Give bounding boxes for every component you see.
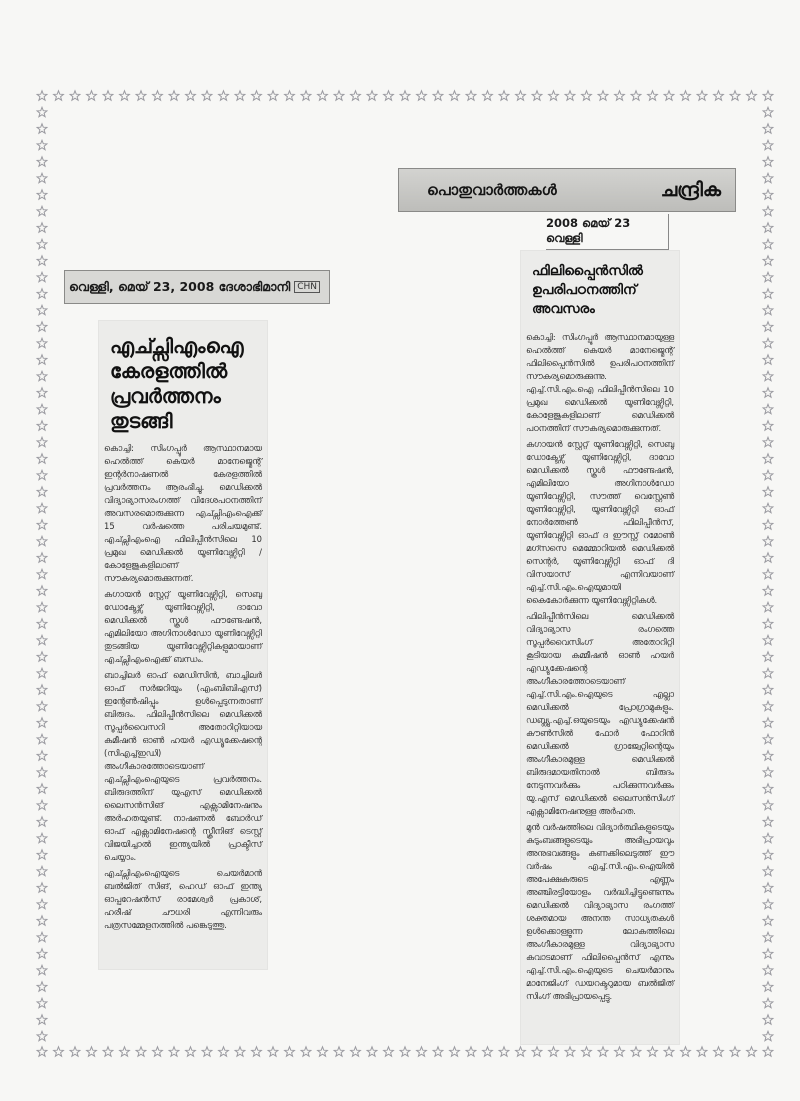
border-star-icon [318,91,328,100]
border-star-icon [763,949,773,958]
border-star-icon [763,833,773,842]
border-star-icon [417,91,427,100]
border-star-icon [763,223,773,232]
border-star-icon [549,1047,559,1056]
border-star-icon [697,1047,707,1056]
border-star-icon [384,1047,394,1056]
border-star-icon [499,1047,509,1056]
border-star-icon [714,91,724,100]
border-star-icon [532,91,542,100]
border-star-icon [763,883,773,892]
border-star-icon [37,388,47,397]
border-star-icon [252,1047,262,1056]
border-star-icon [466,91,476,100]
border-star-icon [136,1047,146,1056]
border-star-icon [763,982,773,991]
border-star-icon [598,91,608,100]
right-paragraph: കൊച്ചി: സിംഗപ്പൂർ ആസ്ഥാനമായുള്ള ഹെൽത്ത് കെയർ മാനേജ്മെന്റ് ഫിലിപ്പൈൻസിൽ ഉപരിപഠനത്തിന് സൗകര്യമൊരുക്കുന്നു. എച്ച്.സി.എം.ഐ ഫിലിപ്പീൻസിലെ 10 പ്രമുഖ മെഡിക്കൽ യൂണിവേഴ്സിറ്റി, കോളേജുകളിലാണ് മെഡിക്കൽ പഠനത്തിന് സൗകര്യമൊരുക്കുന്നത്. [526,332,674,433]
border-star-icon [37,916,47,925]
border-star-icon [763,140,773,149]
border-star-icon [37,883,47,892]
border-star-icon [631,1047,641,1056]
border-star-icon [37,437,47,446]
border-star-icon [37,767,47,776]
right-clipping [520,250,680,1045]
border-star-icon [37,190,47,199]
border-star-icon [37,850,47,859]
right-section-banner [398,168,736,212]
border-star-icon [169,91,179,100]
border-star-icon [763,652,773,661]
border-star-icon [532,1047,542,1056]
border-star-icon [763,520,773,529]
border-star-icon [37,256,47,265]
border-star-icon [483,91,493,100]
left-masthead: വെള്ളി, മെയ് 23, 2008 ദേശാഭിമാനി [69,279,291,294]
border-star-icon [648,91,658,100]
border-star-icon [763,1031,773,1040]
border-star-icon [54,91,64,100]
right-paragraph: ഫിലിപ്പീൻസിലെ മെഡിക്കൽ വിദ്യാഭ്യാസ രംഗത്തെ സൂപ്പർവൈസിംഗ് അതോറിറ്റി കൂടിയായ കമ്മീഷൻ ഓൺ ഹയർ എഡ്യുക്കേഷന്റെ അംഗീകാരത്തോടെയാണ് എച്ച്.സി.എം.ഐയുടെ എല്ലാ മെഡിക്കൽ പ്രോഗ്രാമുകളും. ഡബ്ല്യു.എച്ച്.ഒയുടെയും എഡ്യുക്കേഷൻ കൗൺസിൽ ഫോർ ഫോറിൻ മെഡിക്കൽ ഗ്രാജ്വേറ്റിന്റെയും അംഗീകാരമുള്ള മെഡിക്കൽ ബിരുദമായതിനാൽ ബിരുദം നേടുന്നവർക്കും പഠിക്കുന്നവർക്കും യു.എസ് മെഡിക്കൽ ലൈസൻസിംഗ് എക്സാമിനേഷനുള്ള അർഹത. [526,611,674,816]
border-star-icon [37,107,47,116]
left-paragraph: എച്ച്സിഎംഐയുടെ ചെയർമാൻ ബൽജിത് സിങ്, ഹെഡ് ഓഫ് ഇന്ത്യ ഓപ്പറേഷൻസ് രാമേശ്വർ പ്രകാശ്, ഹരീഷ് ചൗധരി എന്നിവരും പത്രസമ്മേളനത്തിൽ പങ്കെടുത്തു. [104,868,262,930]
border-star-icon [37,553,47,562]
border-star-icon [37,239,47,248]
border-star-icon [37,91,47,100]
border-star-icon [747,1047,757,1056]
border-star-icon [763,619,773,628]
border-star-icon [763,470,773,479]
border-star-icon [763,256,773,265]
border-star-icon [235,91,245,100]
right-date: 2008 മെയ് 23 വെള്ളി [546,214,669,250]
border-star-icon [499,91,509,100]
border-star-icon [516,1047,526,1056]
border-star-icon [37,668,47,677]
border-star-icon [37,140,47,149]
border-star-icon [235,1047,245,1056]
border-star-icon [37,404,47,413]
section-title: പൊതുവാർത്തകൾ [427,181,557,199]
border-star-icon [664,91,674,100]
border-star-icon [37,503,47,512]
border-star-icon [37,866,47,875]
border-star-icon [37,305,47,314]
border-star-icon [37,800,47,809]
border-star-icon [763,817,773,826]
border-star-icon [763,685,773,694]
border-star-icon [466,1047,476,1056]
border-star-icon [202,91,212,100]
border-star-icon [351,91,361,100]
border-star-icon [763,421,773,430]
border-star-icon [400,1047,410,1056]
border-star-icon [37,734,47,743]
border-star-icon [37,569,47,578]
border-star-icon [70,1047,80,1056]
border-star-icon [37,1047,47,1056]
border-star-icon [763,239,773,248]
border-star-icon [37,1031,47,1040]
border-star-icon [763,932,773,941]
border-star-icon [763,701,773,710]
border-star-icon [730,1047,740,1056]
border-star-icon [763,602,773,611]
border-star-icon [37,520,47,529]
border-star-icon [763,206,773,215]
border-star-icon [103,91,113,100]
border-star-icon [763,355,773,364]
border-star-icon [763,272,773,281]
border-star-icon [37,206,47,215]
border-star-icon [37,173,47,182]
border-star-icon [37,949,47,958]
left-clipping [98,320,268,970]
border-star-icon [351,1047,361,1056]
border-star-icon [763,157,773,166]
border-star-icon [367,91,377,100]
border-star-icon [664,1047,674,1056]
border-star-icon [153,91,163,100]
right-paragraph: കഗായൻ സ്റ്റേറ്റ് യൂണിവേഴ്സിറ്റി, സെബു ഡോക്ടേഴ്സ് യൂണിവേഴ്സിറ്റി, ദാവോ മെഡിക്കൽ സ്കൂൾ ഫൗണ്ടേഷൻ, എമിലിയോ അഗിനാൾഡോ യൂണിവേഴ്സിറ്റി, സൗത്ത് വെസ്റ്റേൺ യൂണിവേഴ്സിറ്റി, യൂണിവേഴ്സിറ്റി ഓഫ് നോർത്തേൺ ഫിലിപ്പീൻസ്, യൂണിവേഴ്സിറ്റി ഓഫ് ദ ഈസ്റ്റ് റമോൺ മഗ്സസെ മെമ്മോറിയൽ മെഡിക്കൽ സെന്റർ, യൂണിവേഴ്സിറ്റി ഓഫ് ദി വിസയാസ് എന്നിവയാണ് എച്ച്.സി.എം.ഐയുമായി കൈകോർക്കുന്ന യൂണിവേഴ്സിറ്റികൾ. [526,439,674,605]
border-star-icon [186,1047,196,1056]
left-body [104,442,262,932]
left-headline: എച്ച്സിഎംഐ കേരളത്തിൽ പ്രവർത്തനം തുടങ്ങി [110,334,244,433]
border-star-icon [763,899,773,908]
border-star-icon [615,91,625,100]
border-star-icon [37,157,47,166]
border-star-icon [37,965,47,974]
border-star-icon [136,91,146,100]
left-paragraph: ബാച്ചിലർ ഓഫ് മെഡിസിൻ, ബാച്ചിലർ ഓഫ് സർജറിയും (എംബിബിഎസ്) ഇന്റേൺഷിപ്പും ഉൾപ്പെടുന്നതാണ് ബിരുദം. ഫിലിപ്പീൻസിലെ മെഡിക്കൽ സൂപ്പർവൈസറി അതോറിറ്റിയായ കമീഷൻ ഓൺ ഹയർ എഡ്യൂക്കേഷന്റെ (സിഎച്ച്ഇഡി) അംഗീകാരത്തോടെയാണ് എച്ച്സിഎംഐയുടെ പ്രവർത്തനം. ബിരുദത്തിന് യുഎസ് മെഡിക്കൽ ലൈസൻസിങ് എക്സാമിനേഷനും അർഹതയുണ്ട്. നാഷണൽ ബോർഡ് ഓഫ് എക്സാമിനേഷന്റെ സ്ക്രീനിങ് ടെസ്റ്റ് വിജയിച്ചാൽ ഇന്ത്യയിൽ പ്രാക്ടീസ് ചെയ്യാം. [104,670,262,862]
border-star-icon [648,1047,658,1056]
border-star-icon [763,124,773,133]
border-star-icon [37,602,47,611]
border-star-icon [763,503,773,512]
border-star-icon [301,91,311,100]
border-star-icon [549,91,559,100]
border-star-icon [37,635,47,644]
border-star-icon [37,223,47,232]
border-star-icon [763,91,773,100]
border-star-icon [763,289,773,298]
border-star-icon [681,1047,691,1056]
border-star-icon [37,718,47,727]
border-star-icon [763,371,773,380]
border-star-icon [301,1047,311,1056]
border-star-icon [37,536,47,545]
border-star-icon [37,586,47,595]
border-star-icon [367,1047,377,1056]
border-star-icon [763,965,773,974]
border-star-icon [285,91,295,100]
border-star-icon [202,1047,212,1056]
border-star-icon [433,1047,443,1056]
border-star-icon [763,454,773,463]
border-star-icon [87,1047,97,1056]
left-paragraph: കഗായൻ സ്റ്റേറ്റ് യൂണിവേഴ്സിറ്റി, സെബു ഡോക്ടേഴ്സ് യൂണിവേഴ്സിറ്റി, ദാവോ മെഡിക്കൽ സ്കൂൾ ഫൗണ്ടേഷൻ, എമിലിയോ അഗിനാൾഡോ യൂണിവേഴ്സിറ്റി തുടങ്ങിയ യൂണിവേഴ്സിറ്റികളുമായാണ് എച്ച്സിഎംഐക്ക് ബന്ധം. [104,589,262,664]
border-star-icon [747,91,757,100]
right-headline: ഫിലിപ്പൈൻസിൽ ഉപരിപഠനത്തിന് അവസരം [532,263,643,317]
border-star-icon [763,767,773,776]
border-star-icon [763,998,773,1007]
border-star-icon [37,932,47,941]
border-star-icon [763,305,773,314]
border-star-icon [37,371,47,380]
border-star-icon [37,322,47,331]
border-star-icon [37,272,47,281]
border-star-icon [582,91,592,100]
border-star-icon [763,751,773,760]
border-star-icon [763,1015,773,1024]
border-star-icon [384,91,394,100]
border-star-icon [582,1047,592,1056]
border-star-icon [120,1047,130,1056]
border-star-icon [318,1047,328,1056]
border-star-icon [37,998,47,1007]
left-clipping-header [64,270,330,304]
border-star-icon [763,190,773,199]
border-star-icon [37,685,47,694]
border-star-icon [400,91,410,100]
border-star-icon [417,1047,427,1056]
border-star-icon [37,1015,47,1024]
border-star-icon [37,454,47,463]
border-star-icon [186,91,196,100]
border-star-icon [37,652,47,661]
border-star-icon [565,1047,575,1056]
border-star-icon [120,91,130,100]
border-star-icon [334,91,344,100]
border-star-icon [763,866,773,875]
border-star-icon [37,355,47,364]
border-star-icon [763,322,773,331]
border-star-icon [153,1047,163,1056]
border-star-icon [450,1047,460,1056]
border-star-icon [37,470,47,479]
border-star-icon [37,289,47,298]
border-star-icon [763,800,773,809]
border-star-icon [37,487,47,496]
border-star-icon [763,388,773,397]
border-star-icon [565,91,575,100]
right-paragraph: മുൻ വർഷത്തിലെ വിദ്യാർത്ഥികളുടെയും കുടുംബങ്ങളുടെയും അഭിപ്രായവും അനുഭവങ്ങളും കണക്കിലെടുത്ത് ഈ വർഷം എച്ച്.സി.എം.ഐയിൽ അപേക്ഷകരുടെ എണ്ണം അഞ്ചിരട്ടിയോളം വർദ്ധിച്ചിട്ടുണ്ടെന്നും മെഡിക്കൽ വിദ്യാഭ്യാസ രംഗത്ത് ശക്തമായ അനന്ത സാധ്യതകൾ ഉൾക്കൊള്ളുന്ന ലോകത്തിലെ അംഗീകാരമുള്ള വിദ്യാഭ്യാസ കവാടമാണ് ഫിലിപ്പൈൻസ് എന്നും എച്ച്.സി.എം.ഐയുടെ ചെയർമാനും മാനേജിംഗ് ഡയറക്ടറുമായ ബൽജിത് സിംഗ് അഭിപ്രായപ്പെട്ടു. [526,822,674,1001]
border-star-icon [763,107,773,116]
border-star-icon [763,916,773,925]
edition-tag: CHN [294,281,320,293]
border-star-icon [37,899,47,908]
border-star-icon [681,91,691,100]
border-star-icon [37,751,47,760]
border-star-icon [516,91,526,100]
border-star-icon [219,91,229,100]
border-star-icon [763,437,773,446]
border-star-icon [37,833,47,842]
border-star-icon [763,718,773,727]
border-star-icon [763,784,773,793]
border-star-icon [450,91,460,100]
border-star-icon [763,569,773,578]
border-star-icon [169,1047,179,1056]
border-star-icon [334,1047,344,1056]
border-star-icon [37,338,47,347]
border-star-icon [763,734,773,743]
border-star-icon [433,91,443,100]
border-star-icon [763,1047,773,1056]
border-star-icon [763,635,773,644]
border-star-icon [763,553,773,562]
border-star-icon [763,668,773,677]
border-star-icon [37,817,47,826]
border-star-icon [697,91,707,100]
border-star-icon [37,784,47,793]
border-star-icon [483,1047,493,1056]
border-star-icon [763,173,773,182]
left-paragraph: കൊച്ചി: സിംഗപ്പൂർ ആസ്ഥാനമായ ഹെൽത്ത് കെയർ മാനേജ്മെന്റ് ഇന്റർനാഷണൽ കേരളത്തിൽ പ്രവർത്തനം ആരംഭിച്ചു. മെഡിക്കൽ വിദ്യാഭ്യാസരംഗത്ത് വിദേശപഠനത്തിന് അവസരമൊരുക്കുന്ന എച്ച്സിഎംഐക്ക് 15 വർഷത്തെ പരിചയമുണ്ട്. എച്ച്സിഎംഐ ഫിലിപ്പീൻസിലെ 10 പ്രമുഖ മെഡിക്കൽ യൂണിവേഴ്സിറ്റി / കോളേജുകളിലാണ് സൗകര്യമൊരുക്കുന്നത്. [104,443,262,583]
border-star-icon [714,1047,724,1056]
border-star-icon [37,124,47,133]
border-star-icon [103,1047,113,1056]
border-star-icon [763,404,773,413]
border-star-icon [54,1047,64,1056]
border-star-icon [268,91,278,100]
border-star-icon [631,91,641,100]
border-star-icon [730,91,740,100]
border-star-icon [37,982,47,991]
border-star-icon [285,1047,295,1056]
border-star-icon [763,487,773,496]
border-star-icon [763,536,773,545]
border-star-icon [252,91,262,100]
border-star-icon [37,701,47,710]
border-star-icon [763,586,773,595]
border-star-icon [763,338,773,347]
right-body [526,331,674,1003]
border-star-icon [37,619,47,628]
border-star-icon [615,1047,625,1056]
border-star-icon [87,91,97,100]
paper-name: ചന്ദ്രിക [660,179,721,201]
border-star-icon [70,91,80,100]
border-star-icon [598,1047,608,1056]
border-star-icon [268,1047,278,1056]
border-star-icon [219,1047,229,1056]
border-star-icon [37,421,47,430]
border-star-icon [763,850,773,859]
